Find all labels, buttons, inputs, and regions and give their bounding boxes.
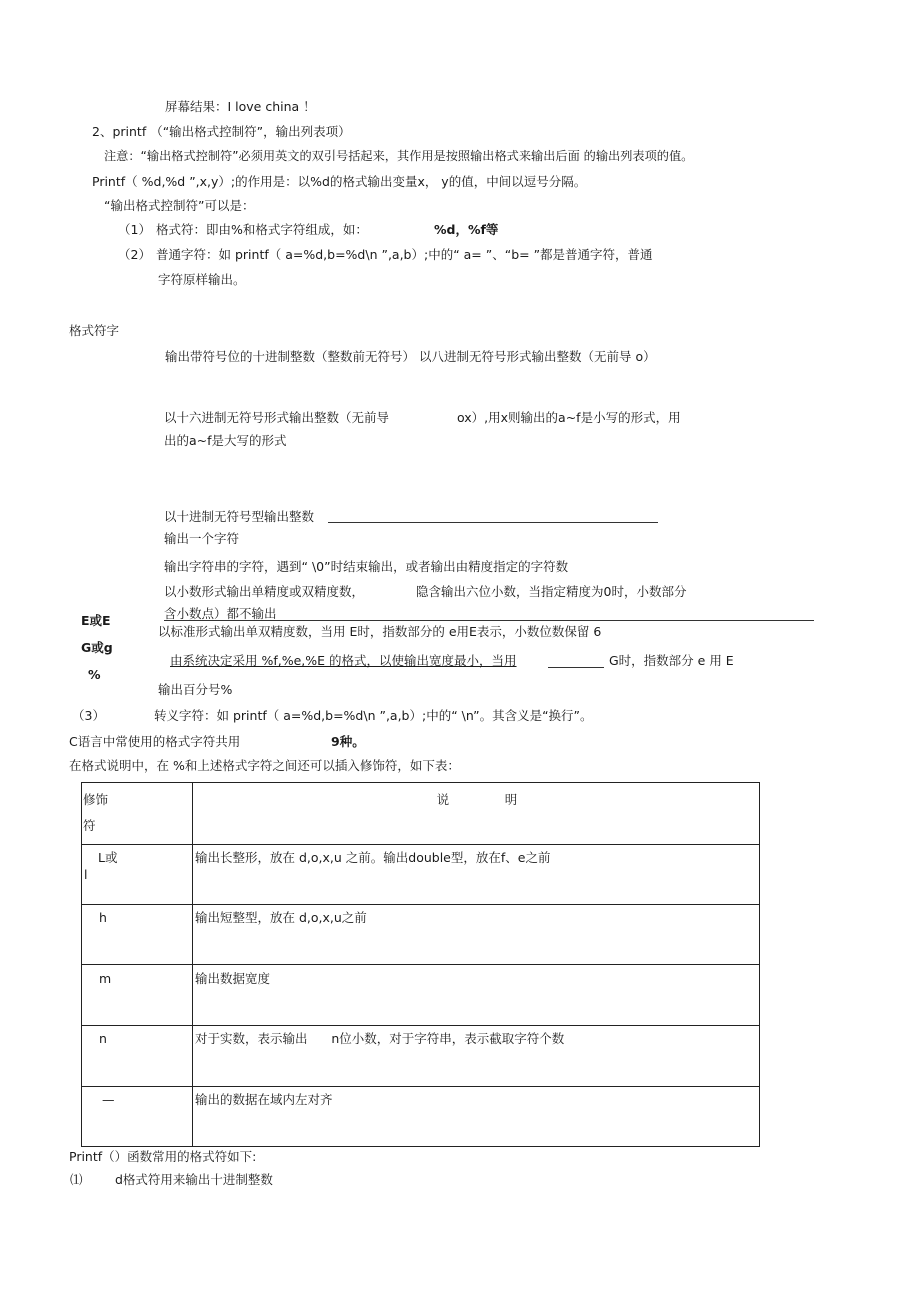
table-row <box>82 845 760 905</box>
description-cell <box>193 905 760 965</box>
table-header-col2 <box>193 783 760 845</box>
option-2-text-cont: 字符原样输出。 <box>158 272 246 287</box>
format-count-text: C语言中常使用的格式字符共用 <box>69 734 241 749</box>
format-X-desc: 出的a~f是大写的形式 <box>164 433 287 448</box>
table-row <box>82 1026 760 1087</box>
format-x-desc: 以十六进制无符号形式输出整数（无前导 <box>164 410 390 425</box>
section-2-title: 2、printf （“输出格式控制符”，输出列表项） <box>92 124 351 139</box>
note-paragraph: 注意：“输出格式控制符”必须用英文的双引号括起来，其作用是按照输出格式来输出后面 的输出列表项的值。 <box>104 149 694 163</box>
option-1-number: （1） <box>118 222 151 237</box>
modifier-value-cont: l <box>84 867 88 882</box>
description-cell <box>193 965 760 1026</box>
format-f-desc-end: 含小数点）都不输出 <box>164 606 277 621</box>
option-1-example: %d，%f等 <box>434 222 499 237</box>
format-u-desc: 以十进制无符号型输出整数 <box>164 509 315 524</box>
description-cell <box>193 1087 760 1147</box>
format-f-desc-cont: 隐含输出六位小数，当指定精度为0时，小数部分 <box>416 584 687 599</box>
format-percent-label: % <box>88 667 101 682</box>
format-e-label: E或E <box>81 613 111 628</box>
description-text: 输出数据宽度 <box>195 971 271 986</box>
format-d-o-desc: 输出带符号位的十进制整数（整数前无符号） 以八进制无符号形式输出整数（无前导 o） <box>165 349 656 364</box>
option-1-text: 格式符：即由%和格式字符组成，如： <box>156 222 368 237</box>
modifier-cell <box>82 1026 193 1087</box>
format-f-desc: 以小数形式输出单精度或双精度数， <box>164 584 365 599</box>
modifier-intro: 在格式说明中，在 %和上述格式字符之间还可以插入修饰符，如下表： <box>69 758 460 773</box>
d-format-number: ⑴ <box>70 1172 83 1187</box>
can-be-intro: “输出格式控制符”可以是： <box>104 198 255 213</box>
table-row <box>82 905 760 965</box>
screen-result: 屏幕结果：I love china ！ <box>165 99 316 114</box>
header-col1-line1: 修饰 <box>83 792 109 807</box>
option-2-text: 普通字符：如 printf（ a=%d,b=%d\n ”,a,b）;中的“ a= ”、“b= ”都是普通字符，普通 <box>156 247 653 262</box>
modifier-value: h <box>99 910 107 925</box>
header-col1-line2: 符 <box>83 818 96 833</box>
modifier-value: m <box>99 971 112 986</box>
format-g-desc-cont: G时，指数部分 e 用 E <box>609 653 734 668</box>
modifier-value: n <box>99 1031 107 1046</box>
underline-rule <box>328 522 658 523</box>
underline-rule <box>548 667 604 668</box>
format-s-desc: 输出字符串的字符，遇到“ \0”时结束输出，或者输出由精度指定的字符数 <box>164 559 569 574</box>
format-e-desc: 以标准形式输出单双精度数，当用 E时，指数部分的 e用E表示，小数位数保留 6 <box>158 624 602 639</box>
format-percent-desc: 输出百分号% <box>158 682 233 697</box>
modifier-value: L或 <box>98 850 118 865</box>
modifier-cell <box>82 1087 193 1147</box>
format-count-value: 9种。 <box>331 734 365 749</box>
description-text: 输出的数据在域内左对齐 <box>195 1092 333 1107</box>
header-col2-text: 说 明 <box>436 792 518 807</box>
modifier-cell <box>82 905 193 965</box>
table-header-row <box>82 783 760 845</box>
format-x-desc-cont: ox）,用x则输出的a~f是小写的形式，用 <box>457 410 681 425</box>
example-printf: Printf（ %d,%d ”,x,y）;的作用是：以%d的格式输出变量x， y的值，中间以逗号分隔。 <box>92 174 587 189</box>
option-3-number: （3） <box>72 708 105 723</box>
table-row <box>82 965 760 1026</box>
format-c-desc: 输出一个字符 <box>164 531 240 546</box>
underline-rule <box>164 620 814 621</box>
d-format-text: d格式符用来输出十进制整数 <box>115 1172 273 1187</box>
description-text: 对于实数，表示输出 n位小数，对于字符串，表示截取字符个数 <box>195 1031 565 1046</box>
description-cell <box>193 1026 760 1087</box>
modifier-cell <box>82 965 193 1026</box>
modifier-table <box>81 782 760 1147</box>
modifier-cell <box>82 845 193 905</box>
option-3-text: 转义字符：如 printf（ a=%d,b=%d\n ”,a,b）;中的“ \n”。其含义是“换行”。 <box>154 708 593 723</box>
common-formats-title: Printf（）函数常用的格式符如下: <box>69 1149 257 1164</box>
description-cell <box>193 845 760 905</box>
modifier-value: — <box>102 1092 115 1107</box>
format-g-label: G或g <box>81 640 113 655</box>
format-chars-heading: 格式符字 <box>69 323 120 338</box>
description-text: 输出长整形，放在 d,o,x,u 之前。输出double型，放在f、e之前 <box>195 850 551 865</box>
option-2-number: （2） <box>118 247 151 262</box>
format-g-desc: 由系统决定采用 %f,%e,%E 的格式，以使输出宽度最小，当用 <box>170 653 517 668</box>
description-text: 输出短整型，放在 d,o,x,u之前 <box>195 910 367 925</box>
table-header-col1 <box>82 783 193 845</box>
table-row <box>82 1087 760 1147</box>
